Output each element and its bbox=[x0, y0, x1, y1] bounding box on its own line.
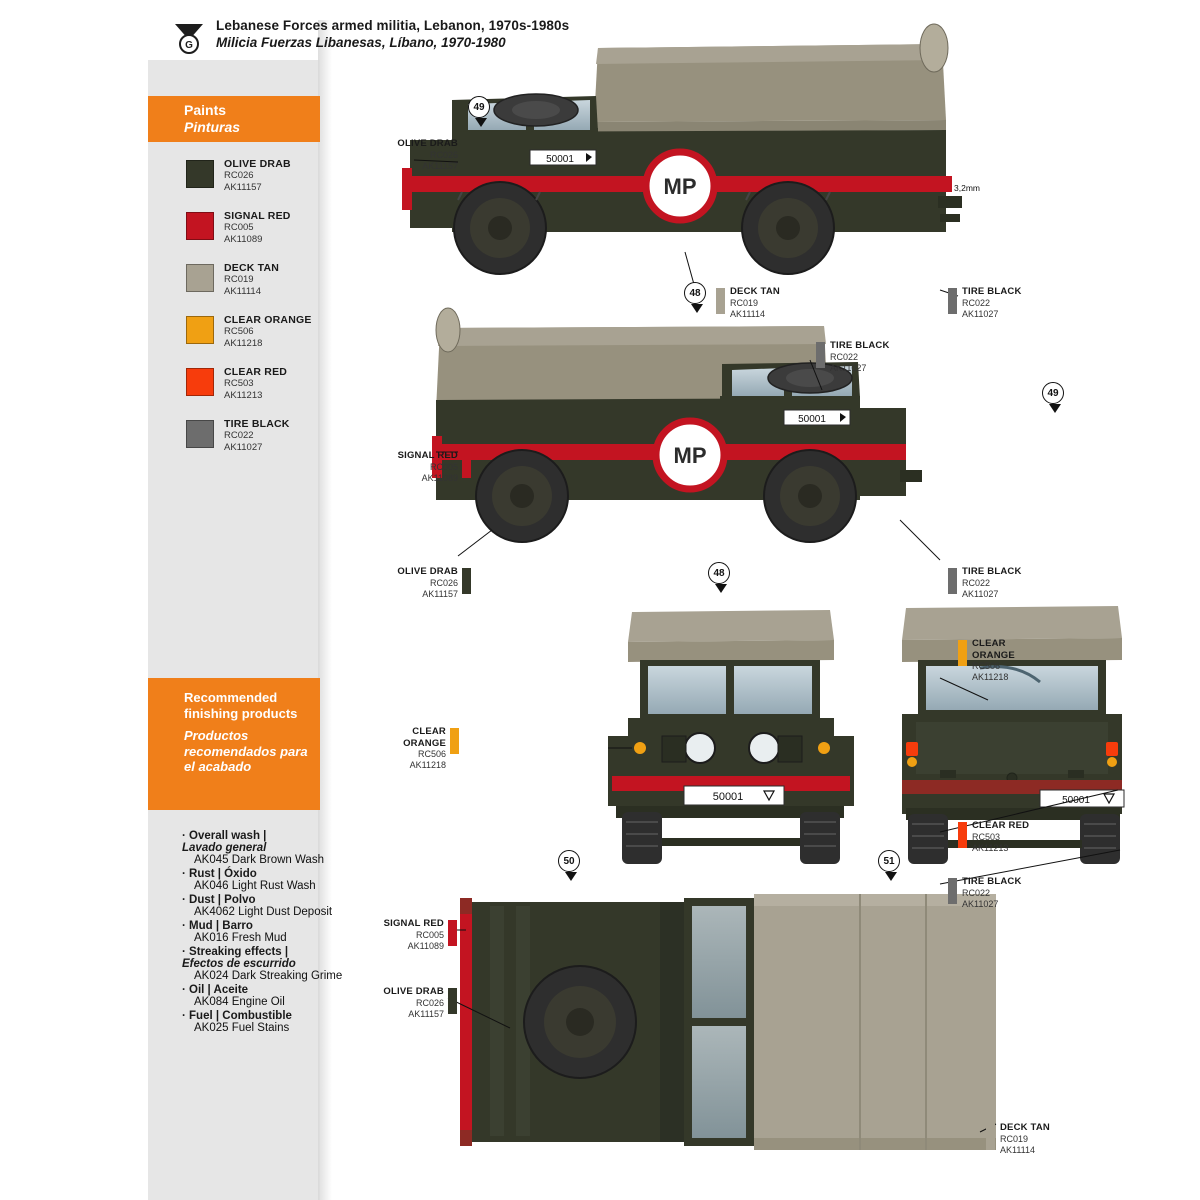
callout-signal-red-1: SIGNAL RED RC005 AK11089 bbox=[397, 450, 458, 483]
callout-swatch-tire-black-4 bbox=[948, 878, 957, 904]
paint-row bbox=[186, 158, 326, 210]
finishing-head: · Mud | Barro bbox=[182, 920, 253, 932]
vehicle-top-view bbox=[460, 894, 996, 1150]
finishing-sub: Lavado general bbox=[182, 842, 267, 854]
callout-swatch-deck-tan-2 bbox=[986, 1124, 995, 1150]
plate-front: 50001 bbox=[712, 791, 744, 803]
callout-swatch-olive-drab-3 bbox=[448, 988, 457, 1014]
callout-deck-tan-1: DECK TAN RC019 AK11114 bbox=[730, 286, 780, 319]
paints-panel-title bbox=[148, 96, 320, 142]
mp-roundel-top: MP bbox=[663, 174, 697, 199]
finishing-item bbox=[182, 868, 352, 892]
paint-code: RC026 bbox=[224, 170, 254, 181]
variant-badge-letter: G bbox=[185, 40, 193, 51]
plate-side-bottom: 50001 bbox=[798, 414, 826, 425]
paint-row bbox=[186, 210, 326, 262]
plate-rear: 50001 bbox=[1062, 795, 1090, 806]
header-title-es: Milicia Fuerzas Libanesas, Líbano, 1970-1980 bbox=[216, 35, 506, 50]
paint-row bbox=[186, 262, 326, 314]
callout-swatch-tire-black-2 bbox=[816, 342, 825, 368]
step-balloon-48-bottom[interactable]: 48 bbox=[708, 562, 734, 592]
paint-row bbox=[186, 366, 326, 418]
callout-signal-red-2: SIGNAL RED RC005 AK11089 bbox=[383, 918, 444, 951]
plate-side-top: 50001 bbox=[546, 154, 574, 165]
finishing-product: AK024 Dark Streaking Grime bbox=[194, 970, 343, 982]
paint-ak-code: AK11218 bbox=[224, 337, 263, 349]
mp-roundel-bottom: MP bbox=[673, 443, 707, 468]
step-balloon-48-top[interactable]: 48 bbox=[684, 282, 710, 312]
vehicle-side-view-right bbox=[402, 24, 962, 275]
callout-olive-drab-2: OLIVE DRAB RC026 AK11157 bbox=[397, 566, 458, 599]
callout-swatch-tire-black-3 bbox=[948, 568, 957, 594]
callout-swatch-clear-orange-2 bbox=[958, 640, 967, 666]
paint-ak-code: AK11027 bbox=[224, 441, 263, 453]
paint-list bbox=[186, 158, 326, 470]
paint-row bbox=[186, 418, 326, 470]
paint-row bbox=[186, 314, 326, 366]
finishing-product: AK4062 Light Dust Deposit bbox=[194, 906, 333, 918]
paint-ak-code: AK11089 bbox=[224, 233, 263, 245]
callout-tire-black-1: TIRE BLACK RC022 AK11027 bbox=[962, 286, 1022, 319]
finishing-item bbox=[182, 984, 352, 1008]
paint-color-chip bbox=[186, 316, 214, 344]
callout-swatch-clear-orange-1 bbox=[450, 728, 459, 754]
finishing-products-list bbox=[182, 830, 352, 1036]
paint-code: RC506 bbox=[224, 326, 254, 337]
finishing-item bbox=[182, 920, 352, 944]
finishing-head: · Rust | Óxido bbox=[182, 868, 257, 880]
paint-ak-code: AK11157 bbox=[224, 181, 262, 193]
callout-olive-drab-3: OLIVE DRAB RC026 AK11157 bbox=[383, 986, 444, 1019]
paint-name: CLEAR ORANGE bbox=[224, 314, 312, 326]
paint-name: CLEAR RED bbox=[224, 366, 288, 378]
callout-swatch-signal-red-1 bbox=[462, 452, 471, 478]
paints-title-es: Pinturas bbox=[184, 119, 241, 136]
callout-swatch-tire-black-1 bbox=[948, 288, 957, 314]
step-balloon-51[interactable]: 51 bbox=[878, 850, 904, 880]
paint-code: RC005 bbox=[224, 222, 254, 233]
paint-ak-code: AK11213 bbox=[224, 389, 263, 401]
finishing-product: AK025 Fuel Stains bbox=[194, 1022, 290, 1034]
header-title-en: Lebanese Forces armed militia, Lebanon, 1970s-1980s bbox=[216, 18, 570, 33]
callout-clear-orange-1: CLEAR ORANGE RC506 AK11218 bbox=[403, 726, 446, 771]
paint-name: OLIVE DRAB bbox=[224, 158, 291, 170]
paint-code: RC019 bbox=[224, 274, 254, 285]
paint-code: RC022 bbox=[224, 430, 254, 441]
dimension-stripe-width: 3,2mm bbox=[954, 183, 980, 193]
finishing-product: AK084 Engine Oil bbox=[194, 996, 285, 1008]
paint-name: DECK TAN bbox=[224, 262, 280, 274]
paint-color-chip bbox=[186, 368, 214, 396]
vehicle-front-view bbox=[608, 610, 854, 864]
callout-tire-black-3: TIRE BLACK RC022 AK11027 bbox=[962, 566, 1022, 599]
finishing-product: AK045 Dark Brown Wash bbox=[194, 854, 324, 866]
variant-badge-icon bbox=[172, 22, 206, 56]
finishing-product: AK016 Fresh Mud bbox=[194, 932, 287, 944]
artwork-area bbox=[340, 0, 1200, 1200]
paint-name: TIRE BLACK bbox=[224, 418, 290, 430]
finishing-title-en: Recommended finishing products bbox=[184, 690, 298, 721]
step-balloon-49-top[interactable]: 49 bbox=[468, 96, 494, 126]
callout-swatch-signal-red-2 bbox=[448, 920, 457, 946]
paint-ak-code: AK11114 bbox=[224, 285, 261, 297]
callout-tire-black-4: TIRE BLACK RC022 AK11027 bbox=[962, 876, 1022, 909]
callout-tire-black-2: TIRE BLACK RC022 AK11027 bbox=[830, 340, 890, 373]
paint-color-chip bbox=[186, 212, 214, 240]
finishing-item bbox=[182, 894, 352, 918]
finishing-title-es: Productos recomendados para el acabado bbox=[184, 727, 308, 775]
callout-clear-red-1: CLEAR RED RC503 AK11213 bbox=[972, 820, 1030, 853]
finishing-head: · Streaking effects | bbox=[182, 946, 289, 958]
finishing-head: · Oil | Aceite bbox=[182, 984, 249, 996]
paint-code: RC503 bbox=[224, 378, 254, 389]
finishing-product: AK046 Light Rust Wash bbox=[194, 880, 316, 892]
finishing-item bbox=[182, 1010, 352, 1034]
callout-swatch-deck-tan-1 bbox=[716, 288, 725, 314]
finishing-head: · Dust | Polvo bbox=[182, 894, 256, 906]
callout-olive-drab-1: OLIVE DRAB RC026 AK11157 bbox=[397, 138, 458, 171]
paint-color-chip bbox=[186, 160, 214, 188]
step-balloon-49-bottom[interactable]: 49 bbox=[1042, 382, 1068, 412]
paint-color-chip bbox=[186, 264, 214, 292]
callout-swatch-olive-drab-1 bbox=[462, 140, 471, 166]
paints-title-en: Paints bbox=[184, 102, 227, 118]
finishing-item bbox=[182, 830, 352, 866]
paint-color-chip bbox=[186, 420, 214, 448]
paint-name: SIGNAL RED bbox=[224, 210, 291, 222]
finishing-head: · Overall wash | bbox=[182, 830, 267, 842]
finishing-head: · Fuel | Combustible bbox=[182, 1010, 292, 1022]
callout-swatch-clear-red-1 bbox=[958, 822, 967, 848]
step-balloon-50[interactable]: 50 bbox=[558, 850, 584, 880]
callout-clear-orange-2: CLEAR ORANGE RC506 AK11218 bbox=[972, 638, 1015, 683]
finishing-item bbox=[182, 946, 352, 982]
callout-swatch-olive-drab-2 bbox=[462, 568, 471, 594]
finishing-panel-title bbox=[148, 678, 320, 810]
finishing-sub: Efectos de escurrido bbox=[182, 958, 296, 970]
callout-deck-tan-2: DECK TAN RC019 AK11114 bbox=[1000, 1122, 1050, 1155]
